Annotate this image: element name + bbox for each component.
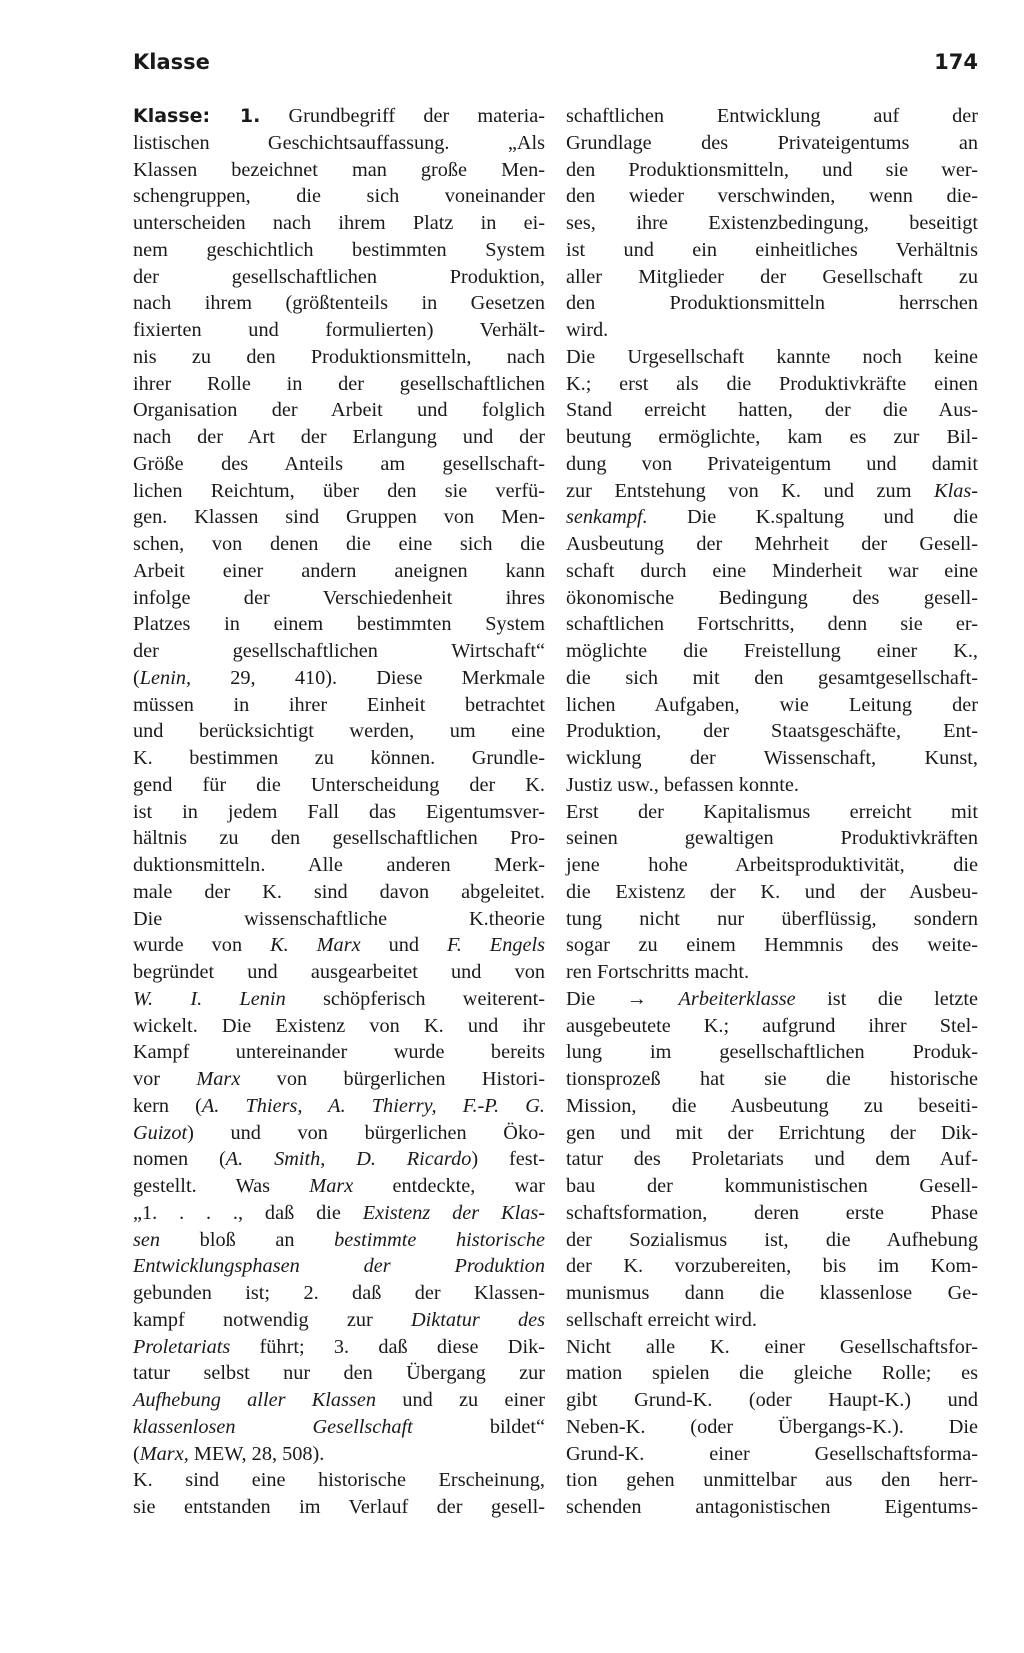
text-line	[566, 1494, 978, 1521]
text-line	[566, 1120, 978, 1147]
text-line	[566, 585, 978, 612]
text-segment: Klas-	[934, 479, 978, 502]
text-line	[566, 1307, 978, 1334]
text-segment: ses, ihre Existenzbedingung, beseitigt	[566, 212, 978, 234]
text-line	[133, 371, 545, 398]
text-line	[566, 718, 978, 745]
text-segment: W. I. Lenin	[133, 987, 286, 1010]
text-line	[566, 852, 978, 879]
text-segment: beutung ermöglichte, kam es zur Bil-	[566, 426, 978, 448]
text-segment: und zu einer	[376, 1389, 546, 1411]
text-segment: K. Marx	[270, 934, 361, 957]
text-segment: F. Engels	[446, 934, 546, 957]
text-line	[133, 1120, 545, 1147]
text-line	[133, 986, 545, 1013]
text-segment: Guizot	[133, 1121, 188, 1144]
text-line	[133, 1227, 545, 1254]
text-line	[566, 638, 978, 665]
text-segment: ist und ein einheitliches Verhältnis	[566, 238, 978, 261]
page-number: 174	[934, 50, 978, 74]
text-segment: seinen gewaltigen Produktivkräften	[566, 827, 978, 850]
text-line	[133, 210, 545, 237]
text-segment: Arbeiterklasse	[678, 987, 796, 1010]
text-line	[566, 531, 978, 558]
text-segment: Die K.spaltung und die	[647, 506, 978, 529]
text-line	[133, 852, 545, 879]
text-segment: Proletariats	[133, 1335, 231, 1358]
text-segment: kern (	[133, 1094, 202, 1117]
text-line	[566, 1414, 978, 1441]
text-line	[566, 478, 978, 505]
left-column	[133, 103, 545, 1521]
entry-headword: Klasse: 1.	[133, 105, 261, 127]
text-segment: (	[133, 1442, 140, 1465]
text-line	[133, 1414, 545, 1441]
text-segment: Die Urgesellschaft kannte noch keine	[566, 345, 978, 368]
text-segment: 29, 410). Diese Merkmale	[191, 666, 545, 689]
text-segment: Neben-K. (oder Übergangs-K.). Die	[566, 1415, 978, 1438]
text-line	[566, 611, 978, 638]
text-line	[566, 1253, 978, 1280]
text-segment: wurde von	[133, 934, 271, 957]
text-line	[566, 1173, 978, 1200]
text-line	[133, 1093, 545, 1120]
text-line	[566, 745, 978, 772]
text-segment: Marx	[196, 1068, 241, 1090]
text-line	[133, 344, 545, 371]
text-segment: der K. vorzubereiten, bis im Kom-	[566, 1255, 978, 1278]
text-line	[566, 665, 978, 692]
text-segment: die Existenz der K. und der Ausbeu-	[566, 880, 978, 903]
text-segment: die sich mit den gesamtgesellschaft-	[566, 666, 978, 689]
right-column	[566, 103, 978, 1521]
text-segment: bau der kommunistischen Gesell-	[566, 1175, 978, 1197]
text-segment: schen, von denen die eine sich die	[133, 533, 545, 555]
text-line	[133, 611, 545, 638]
text-segment: male der K. sind davon abgeleitet.	[133, 880, 545, 903]
text-segment: K.; erst als die Produktivkräfte einen	[566, 372, 978, 395]
text-segment: jene hohe Arbeitsproduktivität, die	[566, 854, 978, 876]
text-segment: schengruppen, die sich voneinander	[133, 185, 545, 208]
text-line	[566, 692, 978, 719]
text-segment: der Sozialismus ist, die Aufhebung	[566, 1228, 978, 1251]
text-segment: listischen Geschichtsauffassung. „Als	[133, 131, 545, 154]
text-line	[566, 237, 978, 264]
text-line	[133, 1387, 545, 1414]
text-segment: Diktatur des	[411, 1308, 545, 1331]
text-line	[133, 959, 545, 986]
text-segment: Marx	[309, 1175, 354, 1197]
text-segment: Grundbegriff der materia-	[260, 105, 545, 127]
text-segment: (	[133, 666, 140, 689]
text-segment: tionsprozeß hat sie die historische	[566, 1068, 978, 1090]
text-segment: tatur des Proletariats und dem Auf-	[566, 1148, 978, 1171]
text-segment: lung im gesellschaftlichen Produk-	[566, 1041, 978, 1064]
text-line	[566, 1441, 978, 1468]
text-line	[566, 504, 978, 531]
text-line	[566, 157, 978, 184]
text-line	[566, 103, 978, 130]
text-segment: Aufhebung aller Klassen	[133, 1389, 377, 1411]
text-line	[566, 183, 978, 210]
text-line	[133, 799, 545, 826]
text-line	[566, 1334, 978, 1361]
text-segment: Justiz usw., befassen konnte.	[566, 773, 800, 796]
text-segment: sen	[133, 1228, 161, 1251]
text-segment: klassenlosen Gesellschaft	[133, 1415, 413, 1438]
text-line	[133, 397, 545, 424]
text-segment: „1. . . ., daß die	[133, 1201, 363, 1224]
text-line	[133, 1307, 545, 1334]
text-segment: Grund-K. einer Gesellschaftsforma-	[566, 1442, 978, 1465]
text-segment: K. sind eine historische Erscheinung,	[133, 1469, 545, 1492]
text-line	[566, 906, 978, 933]
text-segment: den Produktionsmitteln, und sie wer-	[566, 158, 978, 181]
text-segment: möglichte die Freistellung einer K.,	[566, 640, 978, 662]
text-segment: Grundlage des Privateigentums an	[566, 131, 978, 154]
text-segment: hältnis zu den gesellschaftlichen Pro-	[133, 827, 545, 850]
text-segment: ihrer Rolle in der gesellschaftlichen	[133, 372, 545, 395]
text-segment: müssen in ihrer Einheit betrachtet	[133, 693, 545, 716]
text-segment: gen. Klassen sind Gruppen von Men-	[133, 506, 545, 529]
text-segment: nem geschichtlich bestimmten System	[133, 238, 545, 261]
text-segment: gend für die Unterscheidung der K.	[133, 773, 545, 796]
text-segment: entdeckte, war	[353, 1175, 545, 1197]
text-line	[133, 264, 545, 291]
text-segment: Arbeit einer andern aneignen kann	[133, 559, 545, 582]
text-segment: Ausbeutung der Mehrheit der Gesell-	[566, 533, 978, 555]
text-line	[566, 1066, 978, 1093]
text-line	[133, 1494, 545, 1521]
text-segment: Erst der Kapitalismus erreicht mit	[566, 800, 978, 823]
text-line	[566, 290, 978, 317]
text-line	[133, 290, 545, 317]
text-line	[566, 1227, 978, 1254]
page-header-title: Klasse	[133, 50, 210, 74]
text-segment: duktionsmitteln. Alle anderen Merk-	[133, 854, 545, 876]
text-segment: nach ihrem (größtenteils in Gesetzen	[133, 292, 545, 315]
text-segment: MEW, 28, 508).	[188, 1442, 325, 1465]
text-segment: ) und von bürgerlichen Öko-	[187, 1121, 545, 1144]
text-line	[133, 1173, 545, 1200]
text-line	[133, 1066, 545, 1093]
text-line	[133, 879, 545, 906]
text-line	[566, 1039, 978, 1066]
text-line	[133, 1253, 545, 1280]
text-segment: gestellt. Was	[133, 1175, 310, 1197]
text-segment: zur Entstehung von K. und zum	[566, 479, 935, 502]
text-segment: ren Fortschritts macht.	[566, 961, 750, 983]
text-line	[566, 317, 978, 344]
text-segment: Größe des Anteils am gesellschaft-	[133, 452, 545, 475]
text-segment: den wieder verschwinden, wenn die-	[566, 185, 978, 208]
text-line	[566, 397, 978, 424]
text-line	[566, 451, 978, 478]
text-segment: sogar zu einem Hemmnis des weite-	[566, 934, 978, 957]
text-segment: der gesellschaftlichen Wirtschaft“	[133, 640, 545, 662]
text-line	[566, 558, 978, 585]
text-segment: kampf notwendig zur	[133, 1308, 411, 1331]
text-line	[133, 237, 545, 264]
text-line	[566, 1280, 978, 1307]
text-line	[133, 665, 545, 692]
text-segment: Mission, die Ausbeutung zu beseiti-	[566, 1094, 978, 1117]
text-segment: Klassen bezeichnet man große Men-	[133, 158, 545, 181]
text-line	[133, 772, 545, 799]
text-segment: wickelt. Die Existenz von K. und ihr	[133, 1014, 545, 1037]
text-segment: munismus dann die klassenlose Ge-	[566, 1282, 978, 1304]
text-line	[566, 130, 978, 157]
text-segment: aller Mitglieder der Gesellschaft zu	[566, 265, 978, 288]
text-line	[133, 103, 545, 130]
text-segment: vor	[133, 1068, 197, 1090]
text-line	[566, 1200, 978, 1227]
text-segment: Organisation der Arbeit und folglich	[133, 399, 545, 422]
text-segment: schaft durch eine Minderheit war eine	[566, 559, 978, 582]
text-segment: nomen (	[133, 1148, 226, 1171]
text-line	[566, 772, 978, 799]
text-segment: gebunden ist; 2. daß der Klassen-	[133, 1282, 545, 1304]
text-segment: infolge der Verschiedenheit ihres	[133, 586, 545, 609]
text-segment: Die wissenschaftliche K.theorie	[133, 907, 545, 930]
text-line	[133, 1146, 545, 1173]
text-line	[133, 183, 545, 210]
text-segment: gen und mit der Errichtung der Dik-	[566, 1121, 978, 1144]
text-segment: mation spielen die gleiche Rolle; es	[566, 1362, 978, 1385]
text-line	[133, 1200, 545, 1227]
text-segment: den Produktionsmitteln herrschen	[566, 292, 978, 315]
text-segment: bloß an	[160, 1228, 335, 1251]
text-line	[566, 799, 978, 826]
text-line	[566, 1467, 978, 1494]
text-line	[133, 1441, 545, 1468]
text-segment: ) fest-	[471, 1148, 545, 1171]
text-line	[133, 451, 545, 478]
text-segment: nach der Art der Erlangung und der	[133, 426, 545, 448]
text-segment: ausgebeutete K.; aufgrund ihrer Stel-	[566, 1014, 978, 1037]
text-segment: und berücksichtigt werden, um eine	[133, 720, 545, 743]
text-line	[566, 959, 978, 986]
text-segment: Existenz der Klas-	[362, 1201, 545, 1224]
text-segment: von bürgerlichen Histori-	[240, 1068, 546, 1090]
text-segment: Stand erreicht hatten, der die Aus-	[566, 399, 978, 422]
text-segment: ist die letzte	[795, 987, 978, 1010]
text-line	[566, 264, 978, 291]
text-line	[133, 585, 545, 612]
text-segment: unterscheiden nach ihrem Platz in ei-	[133, 212, 545, 234]
text-segment: fixierten und formulierten) Verhält-	[133, 319, 545, 341]
text-segment: K. bestimmen zu können. Grundle-	[133, 747, 545, 769]
text-line	[133, 825, 545, 852]
text-segment: sellschaft erreicht wird.	[566, 1308, 757, 1331]
text-line	[133, 932, 545, 959]
text-line	[133, 424, 545, 451]
text-line	[566, 1387, 978, 1414]
text-segment: und	[360, 934, 447, 957]
text-line	[566, 1146, 978, 1173]
text-line	[133, 1360, 545, 1387]
text-line	[566, 1013, 978, 1040]
text-line	[133, 531, 545, 558]
text-segment: tion gehen unmittelbar aus den herr-	[566, 1469, 978, 1492]
text-segment: Die →	[566, 987, 679, 1010]
text-segment: bestimmte historische	[334, 1228, 545, 1251]
text-line	[133, 1280, 545, 1307]
text-line	[133, 638, 545, 665]
text-line	[133, 478, 545, 505]
text-line	[566, 210, 978, 237]
text-segment: wicklung der Wissenschaft, Kunst,	[566, 747, 978, 769]
text-line	[133, 906, 545, 933]
text-line	[133, 1334, 545, 1361]
text-segment: schaftlichen Fortschritts, denn sie er-	[566, 613, 978, 636]
text-segment: A. Thiers, A. Thierry, F.-P. G.	[201, 1094, 545, 1117]
text-segment: sie entstanden im Verlauf der gesell-	[133, 1496, 545, 1518]
text-segment: Produktion, der Staatsgeschäfte, Ent-	[566, 720, 978, 743]
text-segment: nis zu den Produktionsmitteln, nach	[133, 345, 545, 368]
text-segment: schenden antagonistischen Eigentums-	[566, 1496, 978, 1518]
text-line	[133, 1039, 545, 1066]
text-line	[133, 558, 545, 585]
running-head	[133, 48, 978, 82]
text-line	[133, 1467, 545, 1494]
text-line	[566, 1093, 978, 1120]
text-segment: gibt Grund-K. (oder Haupt-K.) und	[566, 1389, 978, 1411]
text-line	[566, 1360, 978, 1387]
text-segment: schaftlichen Entwicklung auf der	[566, 105, 978, 127]
text-segment: A. Smith, D. Ricardo	[225, 1148, 472, 1171]
text-segment: Platzes in einem bestimmten System	[133, 613, 545, 636]
text-segment: Lenin,	[139, 666, 192, 689]
text-segment: der gesellschaftlichen Produktion,	[133, 265, 545, 288]
text-segment: lichen Aufgaben, wie Leitung der	[566, 693, 978, 716]
text-line	[133, 504, 545, 531]
text-segment: Nicht alle K. einer Gesellschaftsfor-	[566, 1335, 978, 1358]
text-line	[133, 718, 545, 745]
text-segment: dung von Privateigentum und damit	[566, 452, 978, 475]
text-line	[566, 825, 978, 852]
text-line	[133, 1013, 545, 1040]
text-segment: schaftsformation, deren erste Phase	[566, 1201, 978, 1224]
text-segment: ist in jedem Fall das Eigentumsver-	[133, 800, 545, 823]
text-line	[133, 745, 545, 772]
text-segment: wird.	[566, 319, 609, 341]
text-segment: tung nicht nur überflüssig, sondern	[566, 907, 978, 930]
text-segment: schöpferisch weiterent-	[285, 987, 546, 1010]
text-segment: Marx,	[139, 1442, 189, 1465]
text-segment: tatur selbst nur den Übergang zur	[133, 1362, 545, 1385]
text-line	[566, 879, 978, 906]
text-segment: bildet“	[412, 1415, 546, 1438]
text-line	[133, 692, 545, 719]
text-line	[133, 317, 545, 344]
text-line	[133, 130, 545, 157]
text-segment: Entwicklungsphasen der Produktion	[133, 1255, 545, 1278]
text-segment: ökonomische Bedingung des gesell-	[566, 586, 978, 609]
text-segment: führt; 3. daß diese Dik-	[230, 1335, 545, 1358]
text-line	[566, 424, 978, 451]
text-segment: Kampf untereinander wurde bereits	[133, 1041, 545, 1064]
text-line	[133, 157, 545, 184]
text-line	[566, 932, 978, 959]
text-segment: begründet und ausgearbeitet und von	[133, 961, 545, 983]
text-line	[566, 344, 978, 371]
text-line	[566, 986, 978, 1013]
text-segment: lichen Reichtum, über den sie verfü-	[133, 479, 545, 502]
text-segment: senkampf.	[566, 506, 648, 529]
text-line	[566, 371, 978, 398]
